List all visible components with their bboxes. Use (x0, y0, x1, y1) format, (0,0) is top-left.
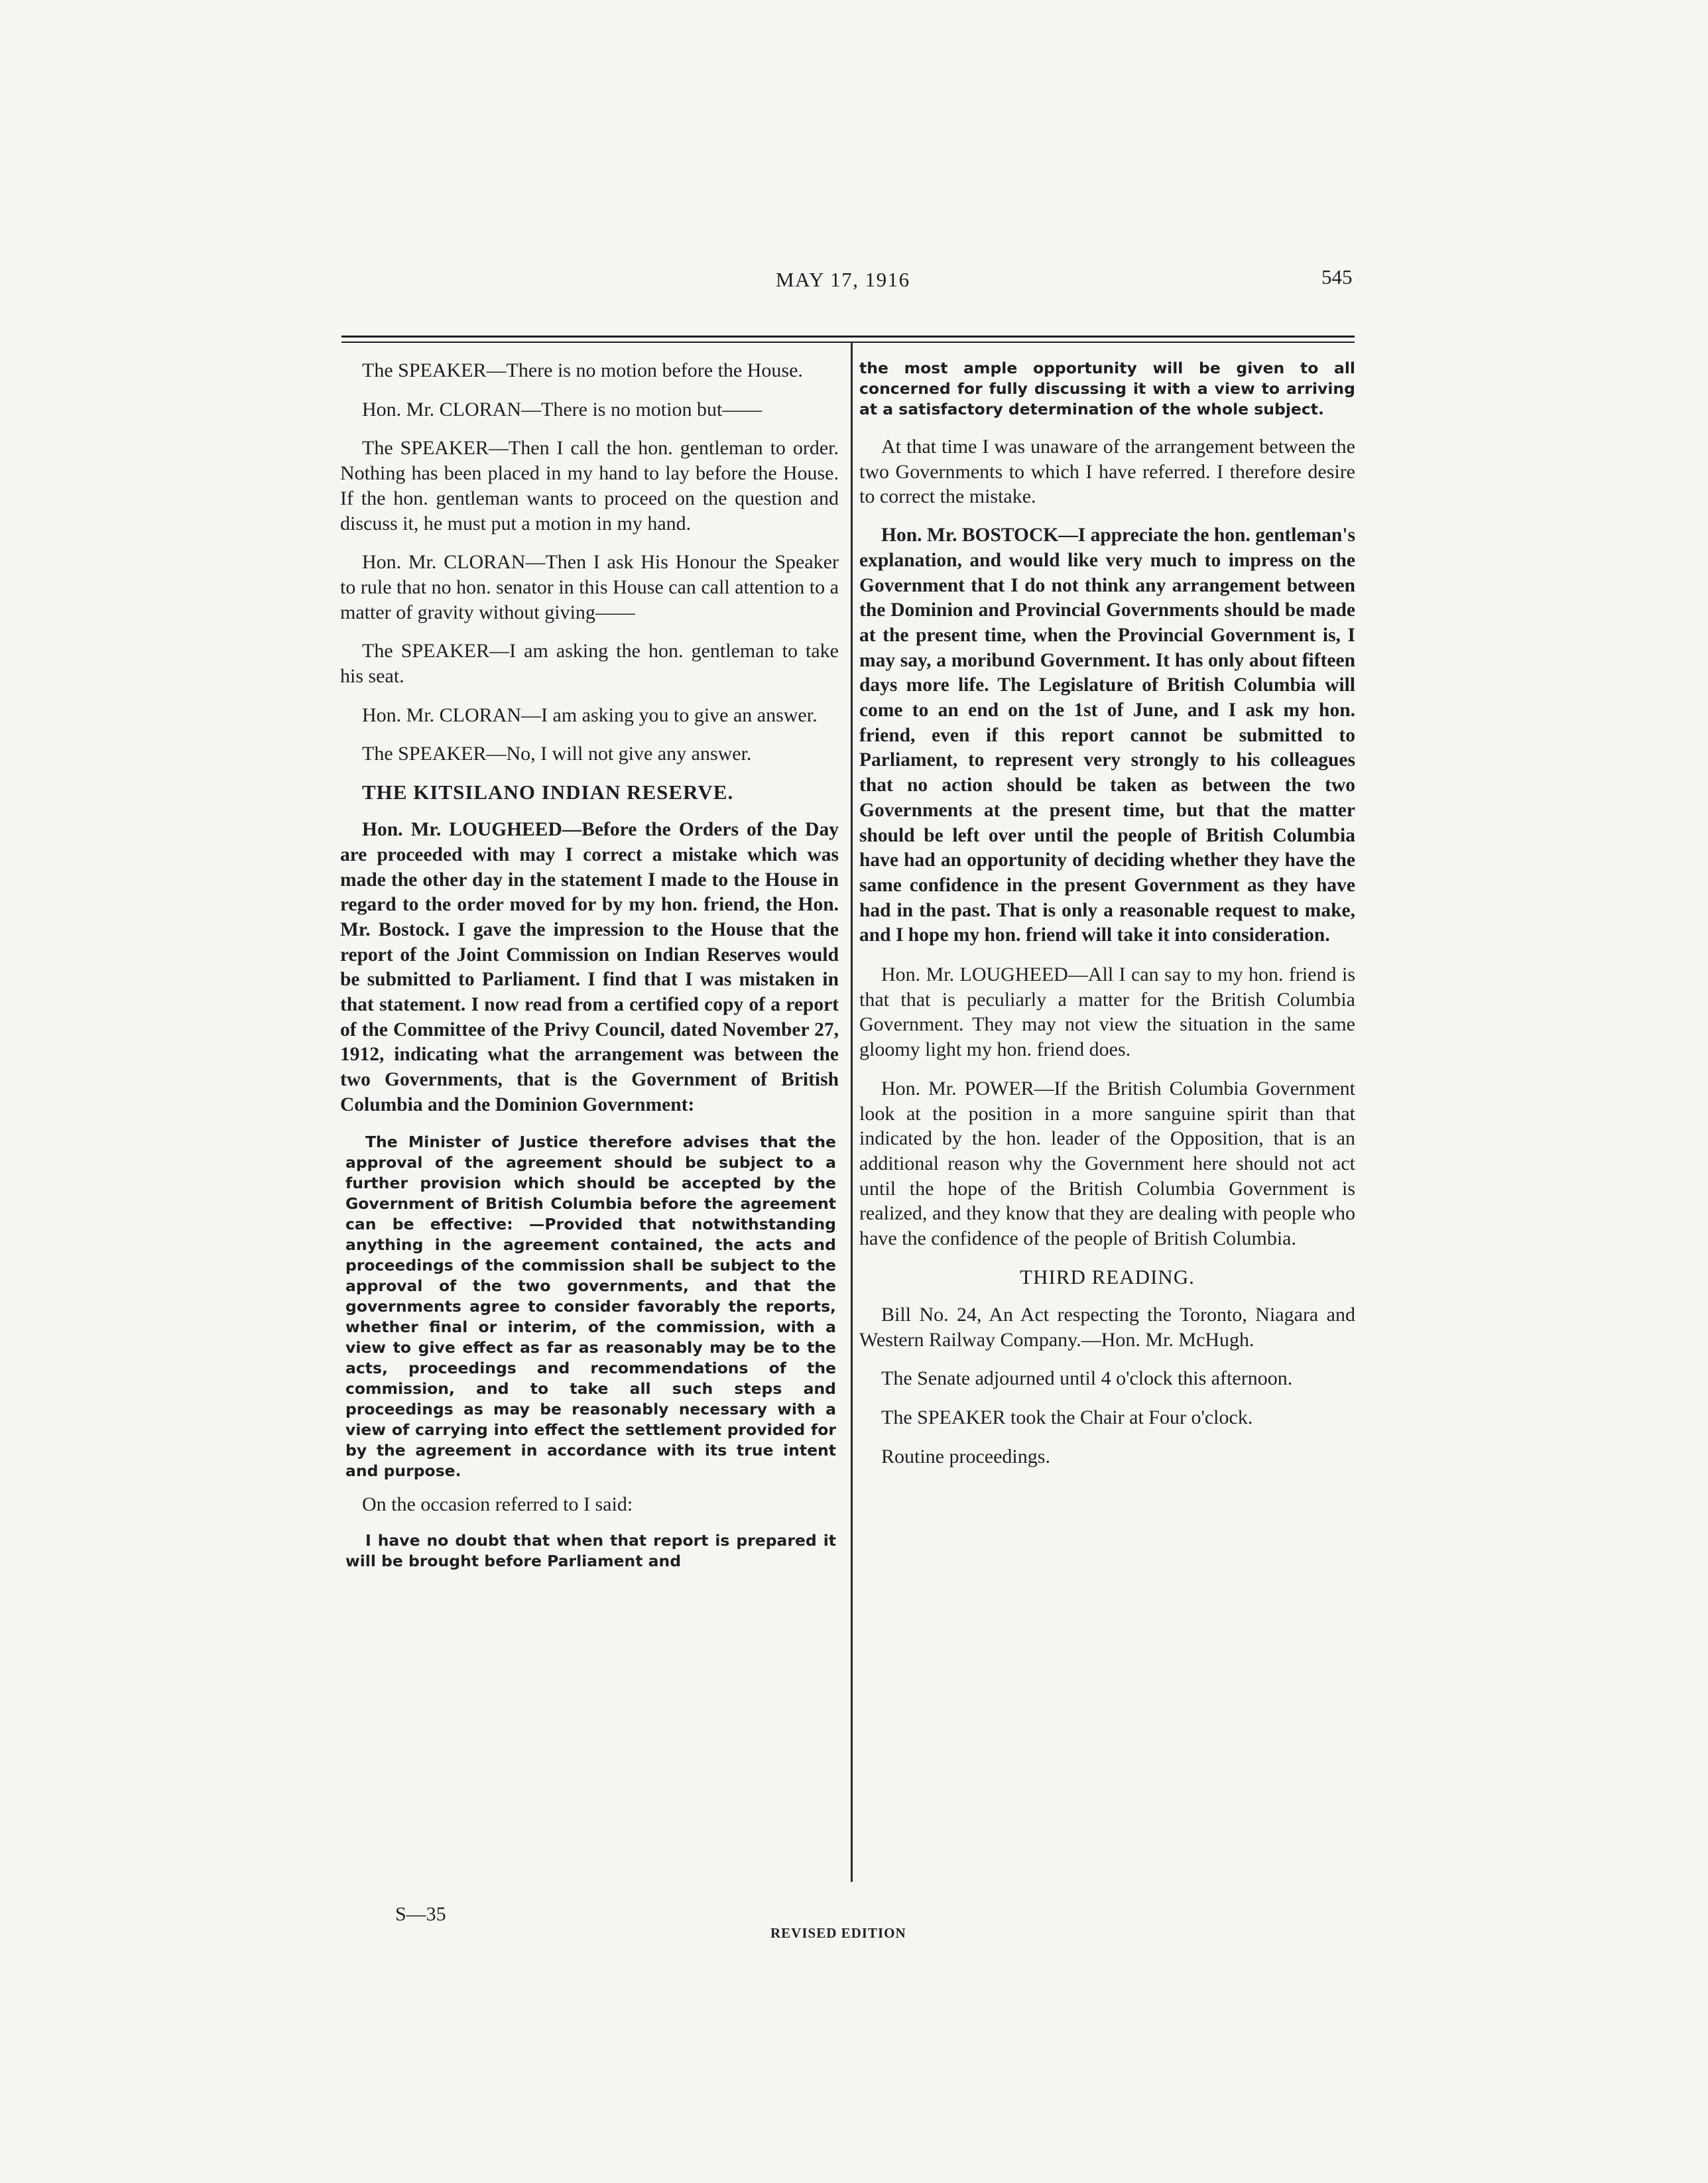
right-column (859, 358, 1355, 1483)
paragraph: Hon. Mr. LOUGHEED—All I can say to my hon. friend is that that is peculiarly a matter for the British Columbia Government. They may not view the situation in the same gloomy light my hon. friend does. (859, 964, 1355, 1061)
paragraph: Hon. Mr. POWER—If the British Columbia Government look at the position in a more sanguine spirit than that indicated by the hon. leader of the Opposition, that is an additional reason why the Government here should not act until the hope of the British Columbia Government is realized, and they know that they are dealing with people who have the confidence of the people of British Columbia. (859, 1077, 1355, 1250)
paragraph: Bill No. 24, An Act respecting the Toronto, Niagara and Western Railway Company.—Hon. Mr. McHugh. (859, 1303, 1355, 1351)
paragraph: At that time I was unaware of the arrangement between the two Governments to which I have referred. I therefore desire to correct the mistake. (859, 436, 1355, 508)
block-quote: The Minister of Justice therefore advises that the approval of the agreement should be subject to a further provision which should be accepted by the Government of British Columbia before the agreement can be effective: —Provided that notwithstanding anything in the agreement contained, the acts and proceedings of the commission shall be subject to the approval of the two governments, and that the governments agree to consider favorably the reports, whether final or interim, of the commission, with a view to give effect as far as reasonably may be to the acts, proceedings and recommendations of the commission, and to take all such steps and proceedings as may be reasonably necessary with a view of carrying into effect the settlement provided for by the agreement in accordance with its true intent and purpose. (345, 1132, 836, 1480)
left-column (340, 358, 839, 1582)
paragraph: Routine proceedings. (881, 1445, 1050, 1467)
paragraph: Hon. Mr. CLORAN—I am asking you to give an answer. (362, 704, 818, 726)
paragraph: The SPEAKER—No, I will not give any answer. (362, 743, 752, 765)
edition-label: REVISED EDITION (770, 1925, 906, 1941)
paragraph: Hon. Mr. CLORAN—Then I ask His Honour the Speaker to rule that no hon. senator in this House can call attention to a matter of gravity without giving—— (340, 551, 839, 623)
header-rule-secondary (341, 342, 1355, 343)
paragraph: The SPEAKER—I am asking the hon. gentleman to take his seat. (340, 640, 839, 688)
column-divider (851, 342, 853, 1882)
block-quote: the most ample opportunity will be given to all concerned for fully discussing it with a view to arriving at a satisfactory determination of the whole subject. (859, 359, 1355, 418)
paragraph: The SPEAKER took the Chair at Four o'clock. (881, 1406, 1253, 1428)
paragraph: The SPEAKER—There is no motion before the House. (362, 359, 803, 381)
section-heading: THE KITSILANO INDIAN RESERVE. (362, 780, 734, 804)
paragraph: Hon. Mr. LOUGHEED—Before the Orders of the Day are proceeded with may I correct a mistake which was made the other day in the statement I made to the House in regard to the order moved for by my hon. friend, the Hon. Mr. Bostock. I gave the impression to the House that the report of the Joint Commission on Indian Reserves would be submitted to Parliament. I find that I was mistaken in that statement. I now read from a certified copy of a report of the Committee of the Privy Council, dated November 27, 1912, indicating what the arrangement was between the two Governments, that is the Government of British Columbia and the Dominion Government: (340, 819, 839, 1115)
paragraph: The SPEAKER—Then I call the hon. gentleman to order. Nothing has been placed in my hand to lay before the House. If the hon. gentleman wants to proceed on the question and discuss it, he must put a motion in my hand. (340, 437, 839, 534)
page-date: MAY 17, 1916 (776, 268, 910, 291)
signature-mark: S—35 (395, 1903, 446, 1925)
paragraph: Hon. Mr. BOSTOCK—I appreciate the hon. gentleman's explanation, and would like very much to impress on the Government that I do not think any arrangement between the Dominion and Provincial Governments should be made at the present time, when the Provincial Government is, I may say, a moribund Government. It has only about fifteen days more life. The Legislature of British Columbia will come to an end on the 1st of June, and I ask my hon. friend, even if this report cannot be submitted to Parliament, to represent very strongly to his colleagues that no action should be taken as between the two Governments at the present time, but that the matter should be left over until the people of British Columbia have had an opportunity of deciding whether they have the same confidence in the present Government as they have had in the past. That is only a reasonable request to make, and I hope my hon. friend will take it into consideration. (859, 525, 1355, 946)
paragraph: On the occasion referred to I said: (362, 1493, 633, 1515)
section-heading: THIRD READING. (1020, 1265, 1195, 1288)
block-quote: I have no doubt that when that report is prepared it will be brought before Parliament and (345, 1531, 836, 1571)
paragraph: The Senate adjourned until 4 o'clock this afternoon. (881, 1367, 1293, 1390)
page-number: 545 (1321, 265, 1353, 288)
header-rule (341, 336, 1355, 338)
paragraph: Hon. Mr. CLORAN—There is no motion but—— (362, 398, 762, 420)
